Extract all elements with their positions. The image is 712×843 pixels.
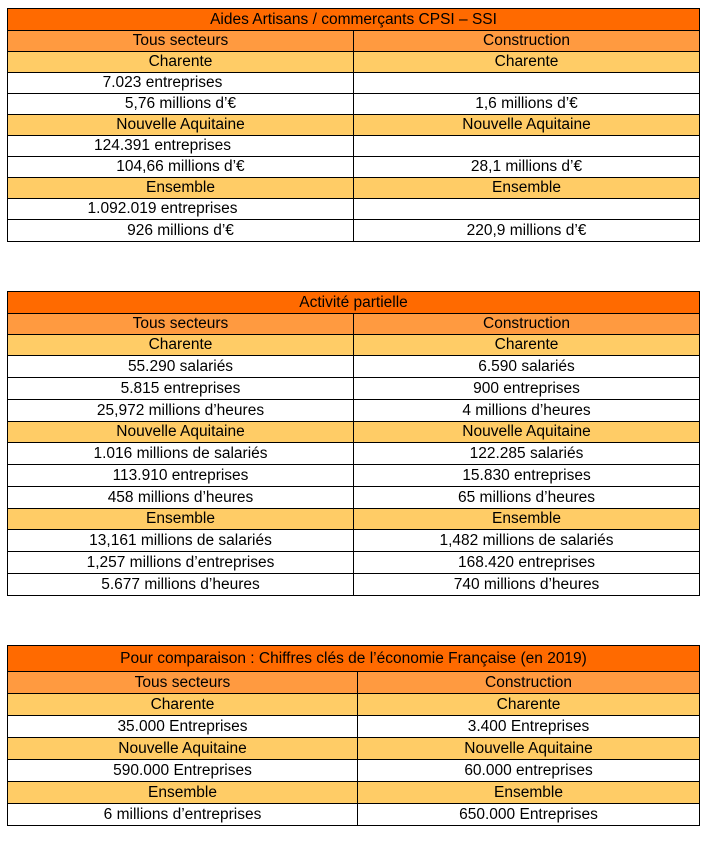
table-cell [354, 199, 700, 220]
table-title: Activité partielle [8, 292, 700, 314]
column-header-construction: Construction [354, 314, 700, 335]
region-header: Nouvelle Aquitaine [8, 115, 354, 136]
table-title: Aides Artisans / commerçants CPSI – SSI [8, 9, 700, 31]
table-cell: 35.000 Entreprises [8, 716, 358, 738]
region-header: Charente [354, 335, 700, 356]
table-cell: 6.590 salariés [354, 356, 700, 378]
table-cell: 3.400 Entreprises [358, 716, 700, 738]
table-cell: 15.830 entreprises [354, 465, 700, 487]
region-header: Charente [8, 335, 354, 356]
comparaison-table [7, 645, 700, 826]
region-header: Nouvelle Aquitaine [354, 115, 700, 136]
region-header: Ensemble [354, 178, 700, 199]
activite-partielle-table [7, 291, 700, 596]
column-header-construction: Construction [354, 31, 700, 52]
region-header: Ensemble [354, 509, 700, 530]
table-cell: 25,972 millions d’heures [8, 400, 354, 422]
region-header: Charente [354, 52, 700, 73]
table-cell [354, 73, 700, 94]
column-header-tous-secteurs: Tous secteurs [8, 672, 358, 694]
region-header: Charente [358, 694, 700, 716]
table-cell: 1.016 millions de salariés [8, 443, 354, 465]
aides-table [7, 8, 700, 242]
table-cell: 5.677 millions d’heures [8, 574, 354, 596]
table-cell [354, 136, 700, 157]
region-header: Ensemble [8, 782, 358, 804]
table-cell: 458 millions d’heures [8, 487, 354, 509]
column-header-construction: Construction [358, 672, 700, 694]
table-cell: 124.391 entreprises [8, 136, 354, 157]
region-header: Ensemble [8, 509, 354, 530]
table-cell: 590.000 Entreprises [8, 760, 358, 782]
region-header: Nouvelle Aquitaine [8, 422, 354, 443]
table-cell: 900 entreprises [354, 378, 700, 400]
region-header: Charente [8, 694, 358, 716]
table-cell: 1,6 millions d’€ [354, 94, 700, 115]
table-cell: 65 millions d’heures [354, 487, 700, 509]
table-cell: 4 millions d’heures [354, 400, 700, 422]
table-cell: 740 millions d’heures [354, 574, 700, 596]
column-header-tous-secteurs: Tous secteurs [8, 31, 354, 52]
column-header-tous-secteurs: Tous secteurs [8, 314, 354, 335]
table-cell: 7.023 entreprises [8, 73, 354, 94]
table-cell: 220,9 millions d’€ [354, 220, 700, 242]
table-cell: 113.910 entreprises [8, 465, 354, 487]
table-cell: 5,76 millions d’€ [8, 94, 354, 115]
table-cell: 122.285 salariés [354, 443, 700, 465]
table-cell: 28,1 millions d’€ [354, 157, 700, 178]
region-header: Ensemble [358, 782, 700, 804]
region-header: Nouvelle Aquitaine [358, 738, 700, 760]
table-cell: 5.815 entreprises [8, 378, 354, 400]
table-cell: 1,257 millions d’entreprises [8, 552, 354, 574]
table-cell: 1.092.019 entreprises [8, 199, 354, 220]
table-cell: 168.420 entreprises [354, 552, 700, 574]
table-cell: 926 millions d’€ [8, 220, 354, 242]
table-cell: 104,66 millions d’€ [8, 157, 354, 178]
table-cell: 60.000 entreprises [358, 760, 700, 782]
table-cell: 1,482 millions de salariés [354, 530, 700, 552]
region-header: Ensemble [8, 178, 354, 199]
region-header: Nouvelle Aquitaine [8, 738, 358, 760]
table-title: Pour comparaison : Chiffres clés de l’économie Française (en 2019) [8, 646, 700, 672]
table-cell: 650.000 Entreprises [358, 804, 700, 826]
table-cell: 13,161 millions de salariés [8, 530, 354, 552]
region-header: Charente [8, 52, 354, 73]
region-header: Nouvelle Aquitaine [354, 422, 700, 443]
table-cell: 55.290 salariés [8, 356, 354, 378]
table-cell: 6 millions d’entreprises [8, 804, 358, 826]
